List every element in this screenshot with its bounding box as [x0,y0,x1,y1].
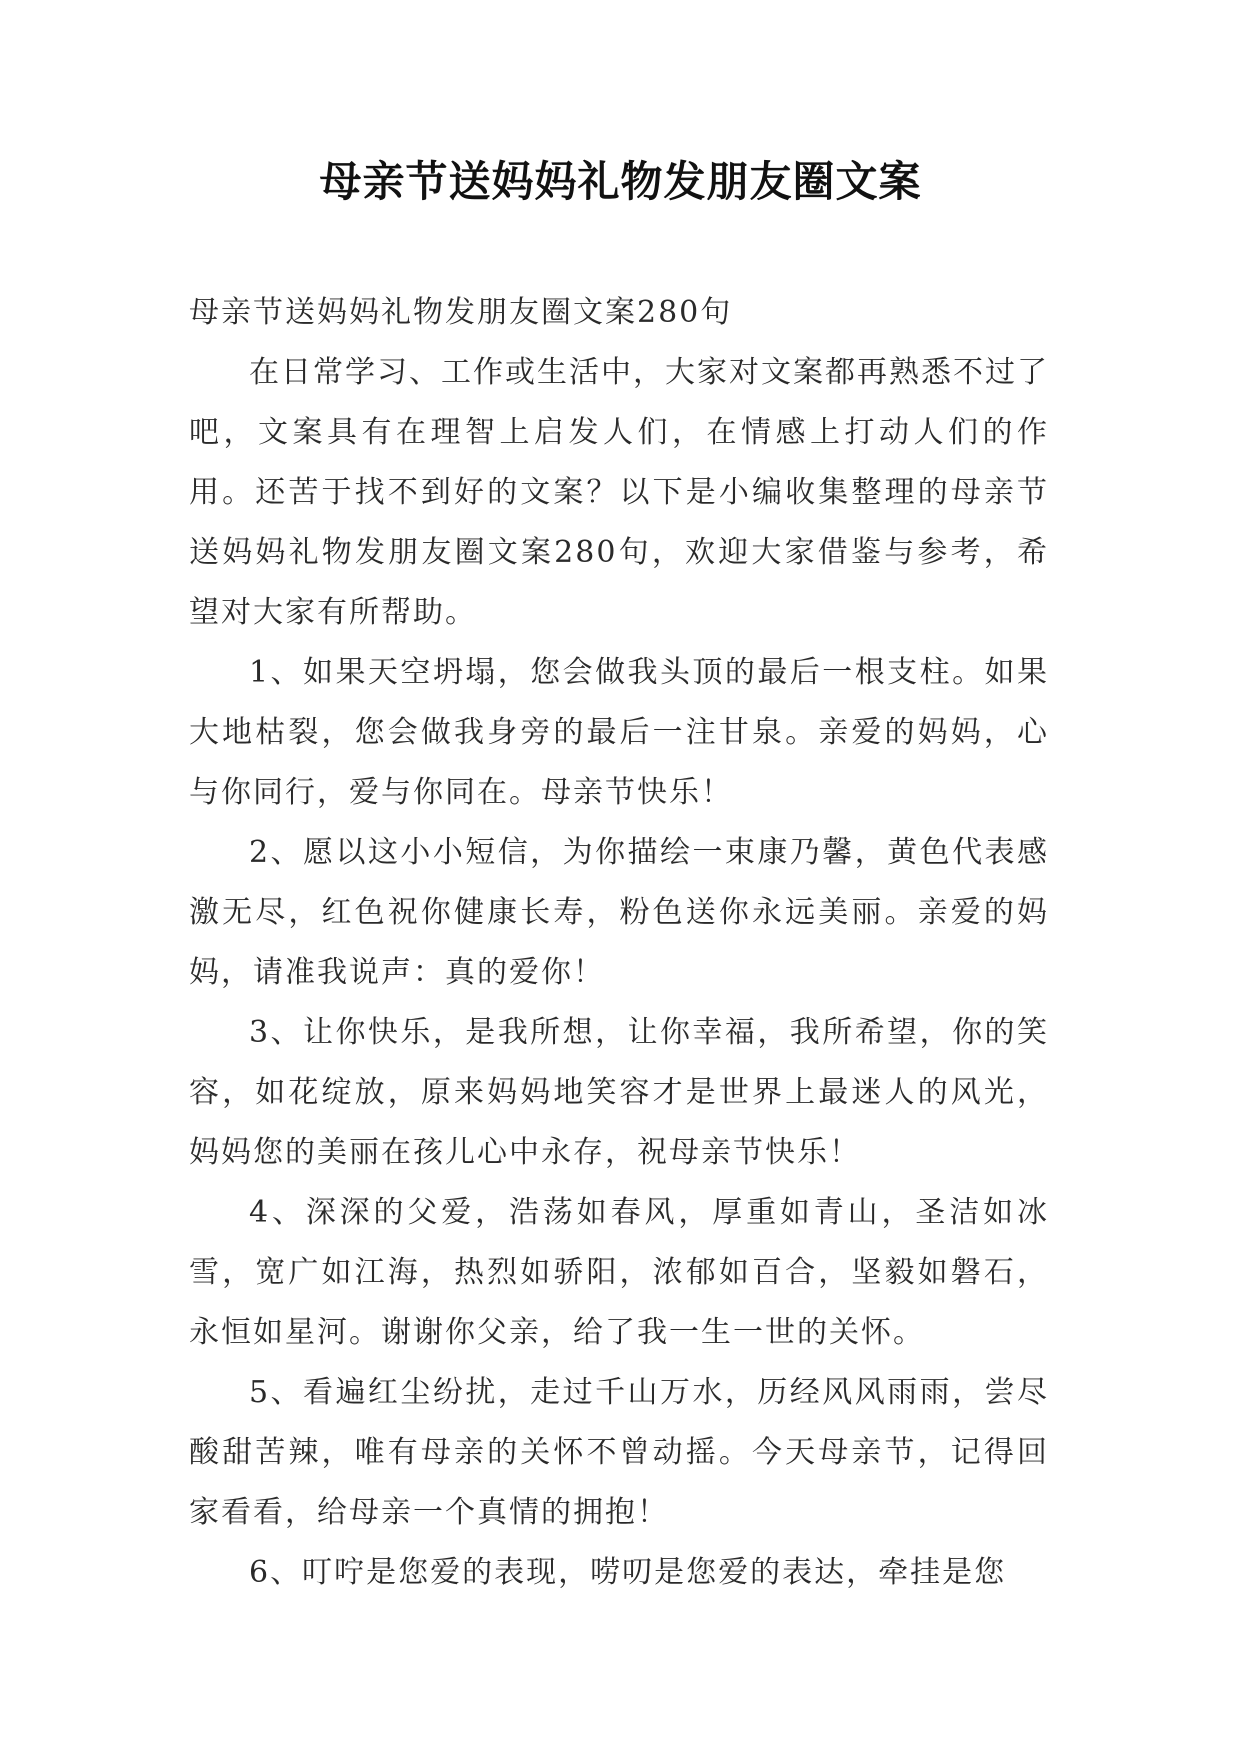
document-subtitle: 母亲节送妈妈礼物发朋友圈文案280句 [189,295,733,330]
page-title: 母亲节送妈妈礼物发朋友圈文案 [319,157,922,206]
quote-paragraph-3: 3、让你快乐，是我所想，让你幸福，我所希望，你的笑容，如花绽放，原来妈妈地笑容才是世界上最迷人的风光，妈妈您的美丽在孩儿心中永存，祝母亲节快乐！ [189,1015,1049,1170]
intro-paragraph: 在日常学习、工作或生活中，大家对文案都再熟悉不过了吧，文案具有在理智上启发人们，在情感上打动人们的作用。还苦于找不到好的文案？以下是小编收集整理的母亲节送妈妈礼物发朋友圈文案280句，欢迎大家借鉴与参考，希望对大家有所帮助。 [189,355,1049,630]
quote-paragraph-4: 4、深深的父爱，浩荡如春风，厚重如青山，圣洁如冰雪，宽广如江海，热烈如骄阳，浓郁如百合，坚毅如磐石，永恒如星河。谢谢你父亲，给了我一生一世的关怀。 [189,1195,1049,1350]
quote-paragraph-5: 5、看遍红尘纷扰，走过千山万水，历经风风雨雨，尝尽酸甜苦辣，唯有母亲的关怀不曾动摇。今天母亲节，记得回家看看，给母亲一个真情的拥抱！ [189,1375,1049,1530]
document-body [189,283,1049,1603]
quote-paragraph-6: 6、叮咛是您爱的表现，唠叨是您爱的表达，牵挂是您 [249,1555,1007,1590]
quote-paragraph-2: 2、愿以这小小短信，为你描绘一束康乃馨，黄色代表感激无尽，红色祝你健康长寿，粉色送你永远美丽。亲爱的妈妈，请准我说声：真的爱你！ [189,835,1049,990]
quote-paragraph-1: 1、如果天空坍塌，您会做我头顶的最后一根支柱。如果大地枯裂，您会做我身旁的最后一注甘泉。亲爱的妈妈，心与你同行，爱与你同在。母亲节快乐！ [189,655,1049,810]
